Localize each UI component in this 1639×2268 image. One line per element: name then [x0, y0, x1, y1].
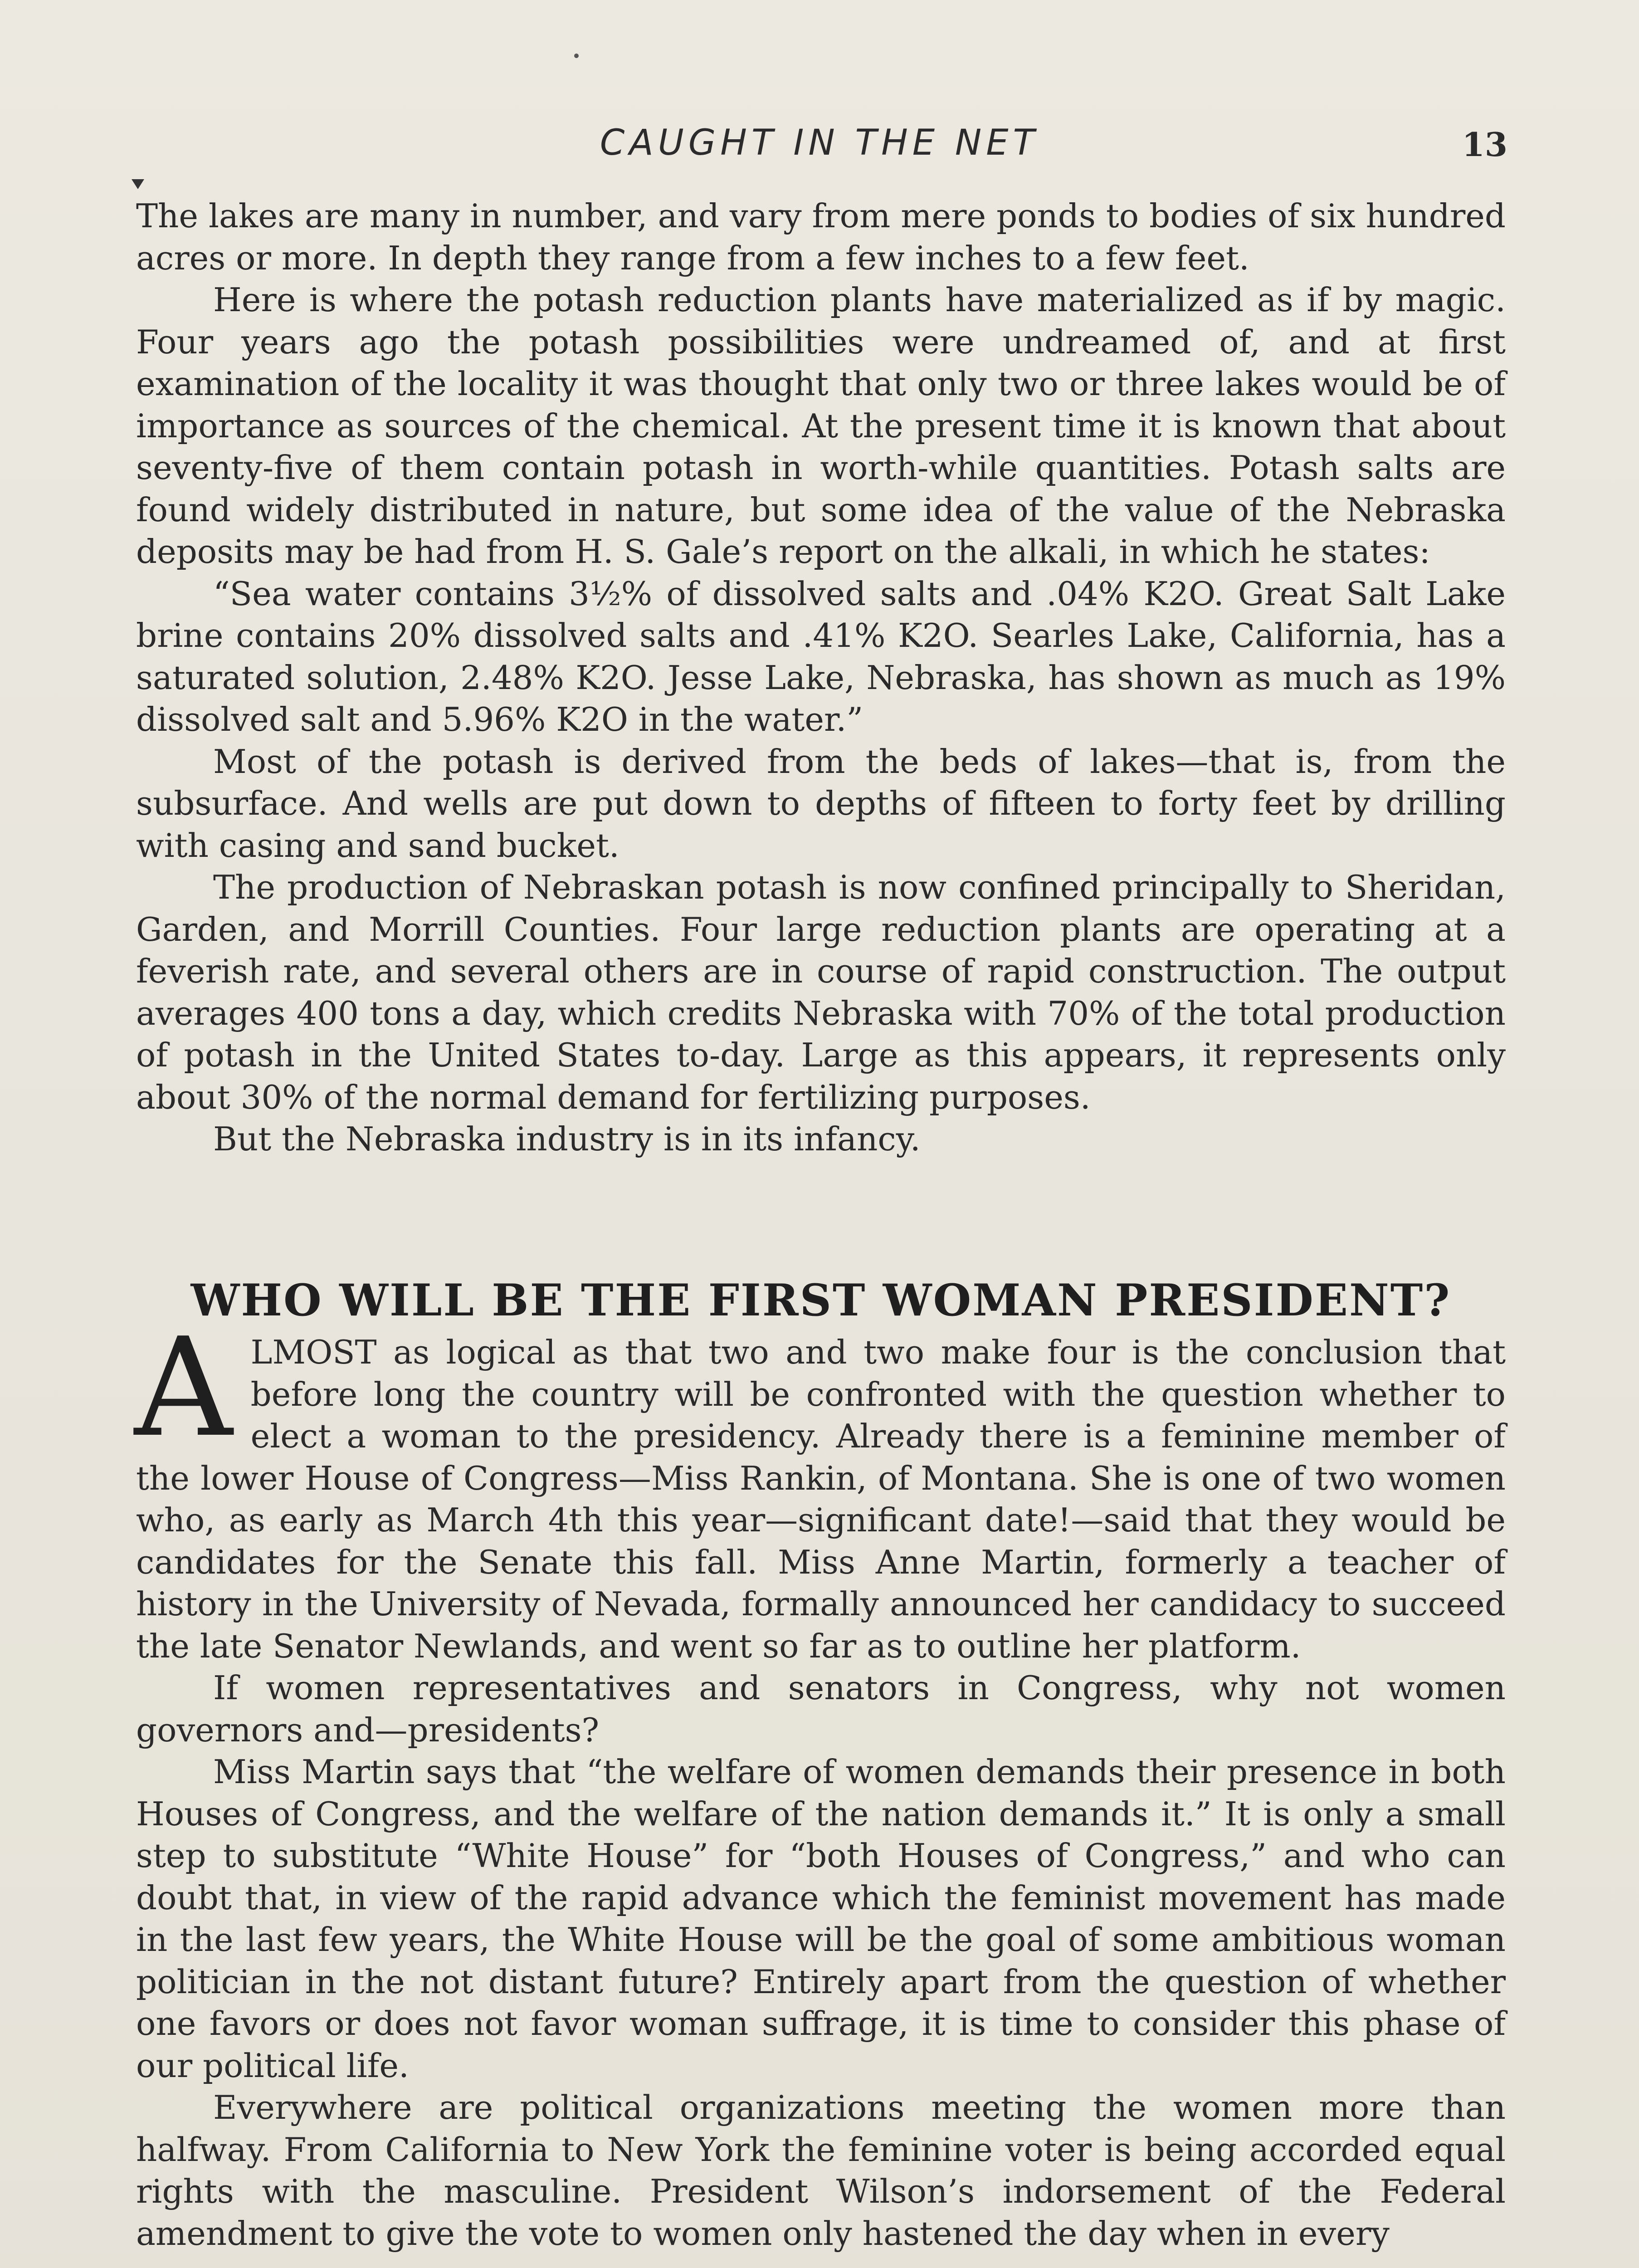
paragraph: Everywhere are political organizations meeting the women more than halfway. From California to New York the feminine voter is being accorded equal rights with the masculine. President Wilson’s indorsement of the Federal amendment to give the vote to women only hastened the day when in every	[136, 2088, 1506, 2253]
paragraph: The production of Nebraskan potash is now confined principally to Sheridan, Garden, and Morrill Counties. Four large reduction plants are operating at a feverish rate, and several others are in course of rapid construction. The output averages 400 tons a day, which credits Nebraska with 70% of the total production of potash in the United States to-day. Large as this appears, it represents only about 30% of the normal demand for fertilizing purposes.	[136, 868, 1506, 1116]
paragraph: Miss Martin says that “the welfare of women demands their presence in both Houses of Congress, and the welfare of the nation demands it.” It is only a small step to substitute “White House” for “both Houses of Congress,” and who can doubt that, in view of the rapid advance which the feminist movement has made in the last few years, the White House will be the goal of some ambitious woman politician in the not distant future? Entirely apart from the question of whether one favors or does not favor woman suffrage, it is time to consider this phase of our political life.	[136, 1753, 1506, 2085]
article-title: WHO WILL BE THE FIRST WOMAN PRESIDENT?	[190, 1275, 1451, 1326]
drop-cap: A	[134, 1309, 233, 1467]
running-title: CAUGHT IN THE NET	[600, 122, 1039, 163]
lead-small-caps: LMOST	[250, 1333, 377, 1371]
lead-paragraph	[134, 1309, 1506, 1667]
quoted-paragraph: “Sea water contains 3½% of dissolved salts and .04% K2O. Great Salt Lake brine contains 20% dissolved salts and .41% K2O. Searles Lake, California, has a saturated solution, 2.48% K2O. Jesse Lake, Nebraska, has shown as much as 19% dissolved salt and 5.96% K2O in the water.”	[136, 574, 1506, 738]
paragraph: The lakes are many in number, and vary from mere ponds to bodies of six hundred acres or more. In depth they range from a few inches to a few feet.	[136, 197, 1506, 277]
margin-arrow-mark	[132, 179, 144, 189]
print-speck	[574, 54, 579, 58]
women-president-article	[134, 1309, 1506, 2254]
paragraph: If women representatives and senators in Congress, why not women governors and—presidents?	[136, 1669, 1506, 1749]
paragraph: But the Nebraska industry is in its infancy.	[213, 1120, 921, 1158]
paragraph: Here is where the potash reduction plants have materialized as if by magic. Four years ago the potash possibilities were undreamed of, and at first examination of the locality it was thought that only two or three lakes would be of importance as sources of the chemical. At the present time it is known that about seventy-five of them contain potash in worth-while quantities. Potash salts are found widely distributed in nature, but some idea of the value of the Nebraska deposits may be had from H. S. Gale’s report on the alkali, in which he states:	[136, 281, 1506, 571]
paragraph: Most of the potash is derived from the beds of lakes—that is, from the subsurface. And wells are put down to depths of fifteen to forty feet by drilling with casing and sand bucket.	[136, 742, 1506, 865]
page-header	[136, 122, 1507, 172]
page-number: 13	[1462, 125, 1507, 164]
potash-article-continuation	[136, 195, 1506, 1160]
lead-text: as logical as that two and two make four is the conclusion that before long the country will be confronted with the question whether to elect a woman to the presidency. Already there is a feminine member of the lower House of Congress—Miss Rankin, of Montana. She is one of two women who, as early as March 4th this year—significant date!—said that they would be candidates for the Senate this fall. Miss Anne Martin, formerly a teacher of history in the University of Nevada, formally announced her candidacy to succeed the late Senator Newlands, and went so far as to outline her platform.	[136, 1333, 1506, 1665]
